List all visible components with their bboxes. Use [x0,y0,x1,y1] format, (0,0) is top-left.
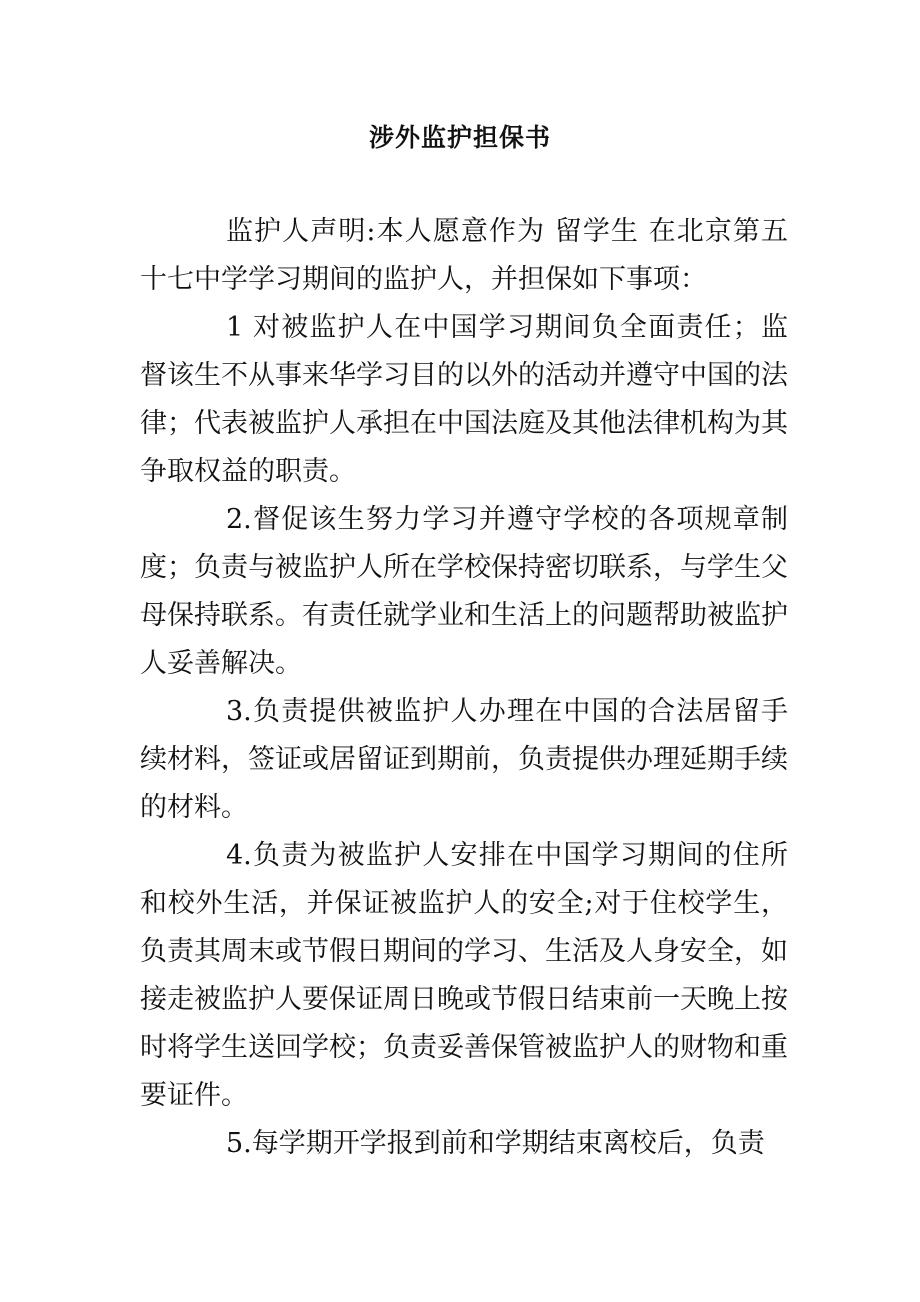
paragraph-item-1: 1 对被监护人在中国学习期间负全面责任；监督该生不从事来华学习目的以外的活动并遵守中国的法律；代表被监护人承担在中国法庭及其他法律机构为其争取权益的职责。 [140,312,788,487]
document-title: 涉外监护担保书 [368,123,551,152]
paragraph-item-5: 5.每学期开学报到前和学期结束离校后，负责 [226,1128,765,1159]
paragraph-item-2: 2.督促该生努力学习并遵守学校的各项规章制度；负责与被监护人所在学校保持密切联系，与学生父母保持联系。有责任就学业和生活上的问题帮助被监护人妥善解决。 [140,504,788,679]
paragraph-declaration: 监护人声明:本人愿意作为 留学生 在北京第五十七中学学习期间的监护人，并担保如下事项： [140,216,788,295]
document-body [140,208,788,1168]
paragraph-item-4: 4.负责为被监护人安排在中国学习期间的住所和校外生活，并保证被监护人的安全;对于住校学生，负责其周末或节假日期间的学习、生活及人身安全，如接走被监护人要保证周日晚或节假日结束前一天晚上按时将学生送回学校；负责妥善保管被监护人的财物和重要证件。 [140,840,788,1111]
paragraph-item-3: 3.负责提供被监护人办理在中国的合法居留手续材料，签证或居留证到期前，负责提供办理延期手续的材料。 [140,696,788,823]
